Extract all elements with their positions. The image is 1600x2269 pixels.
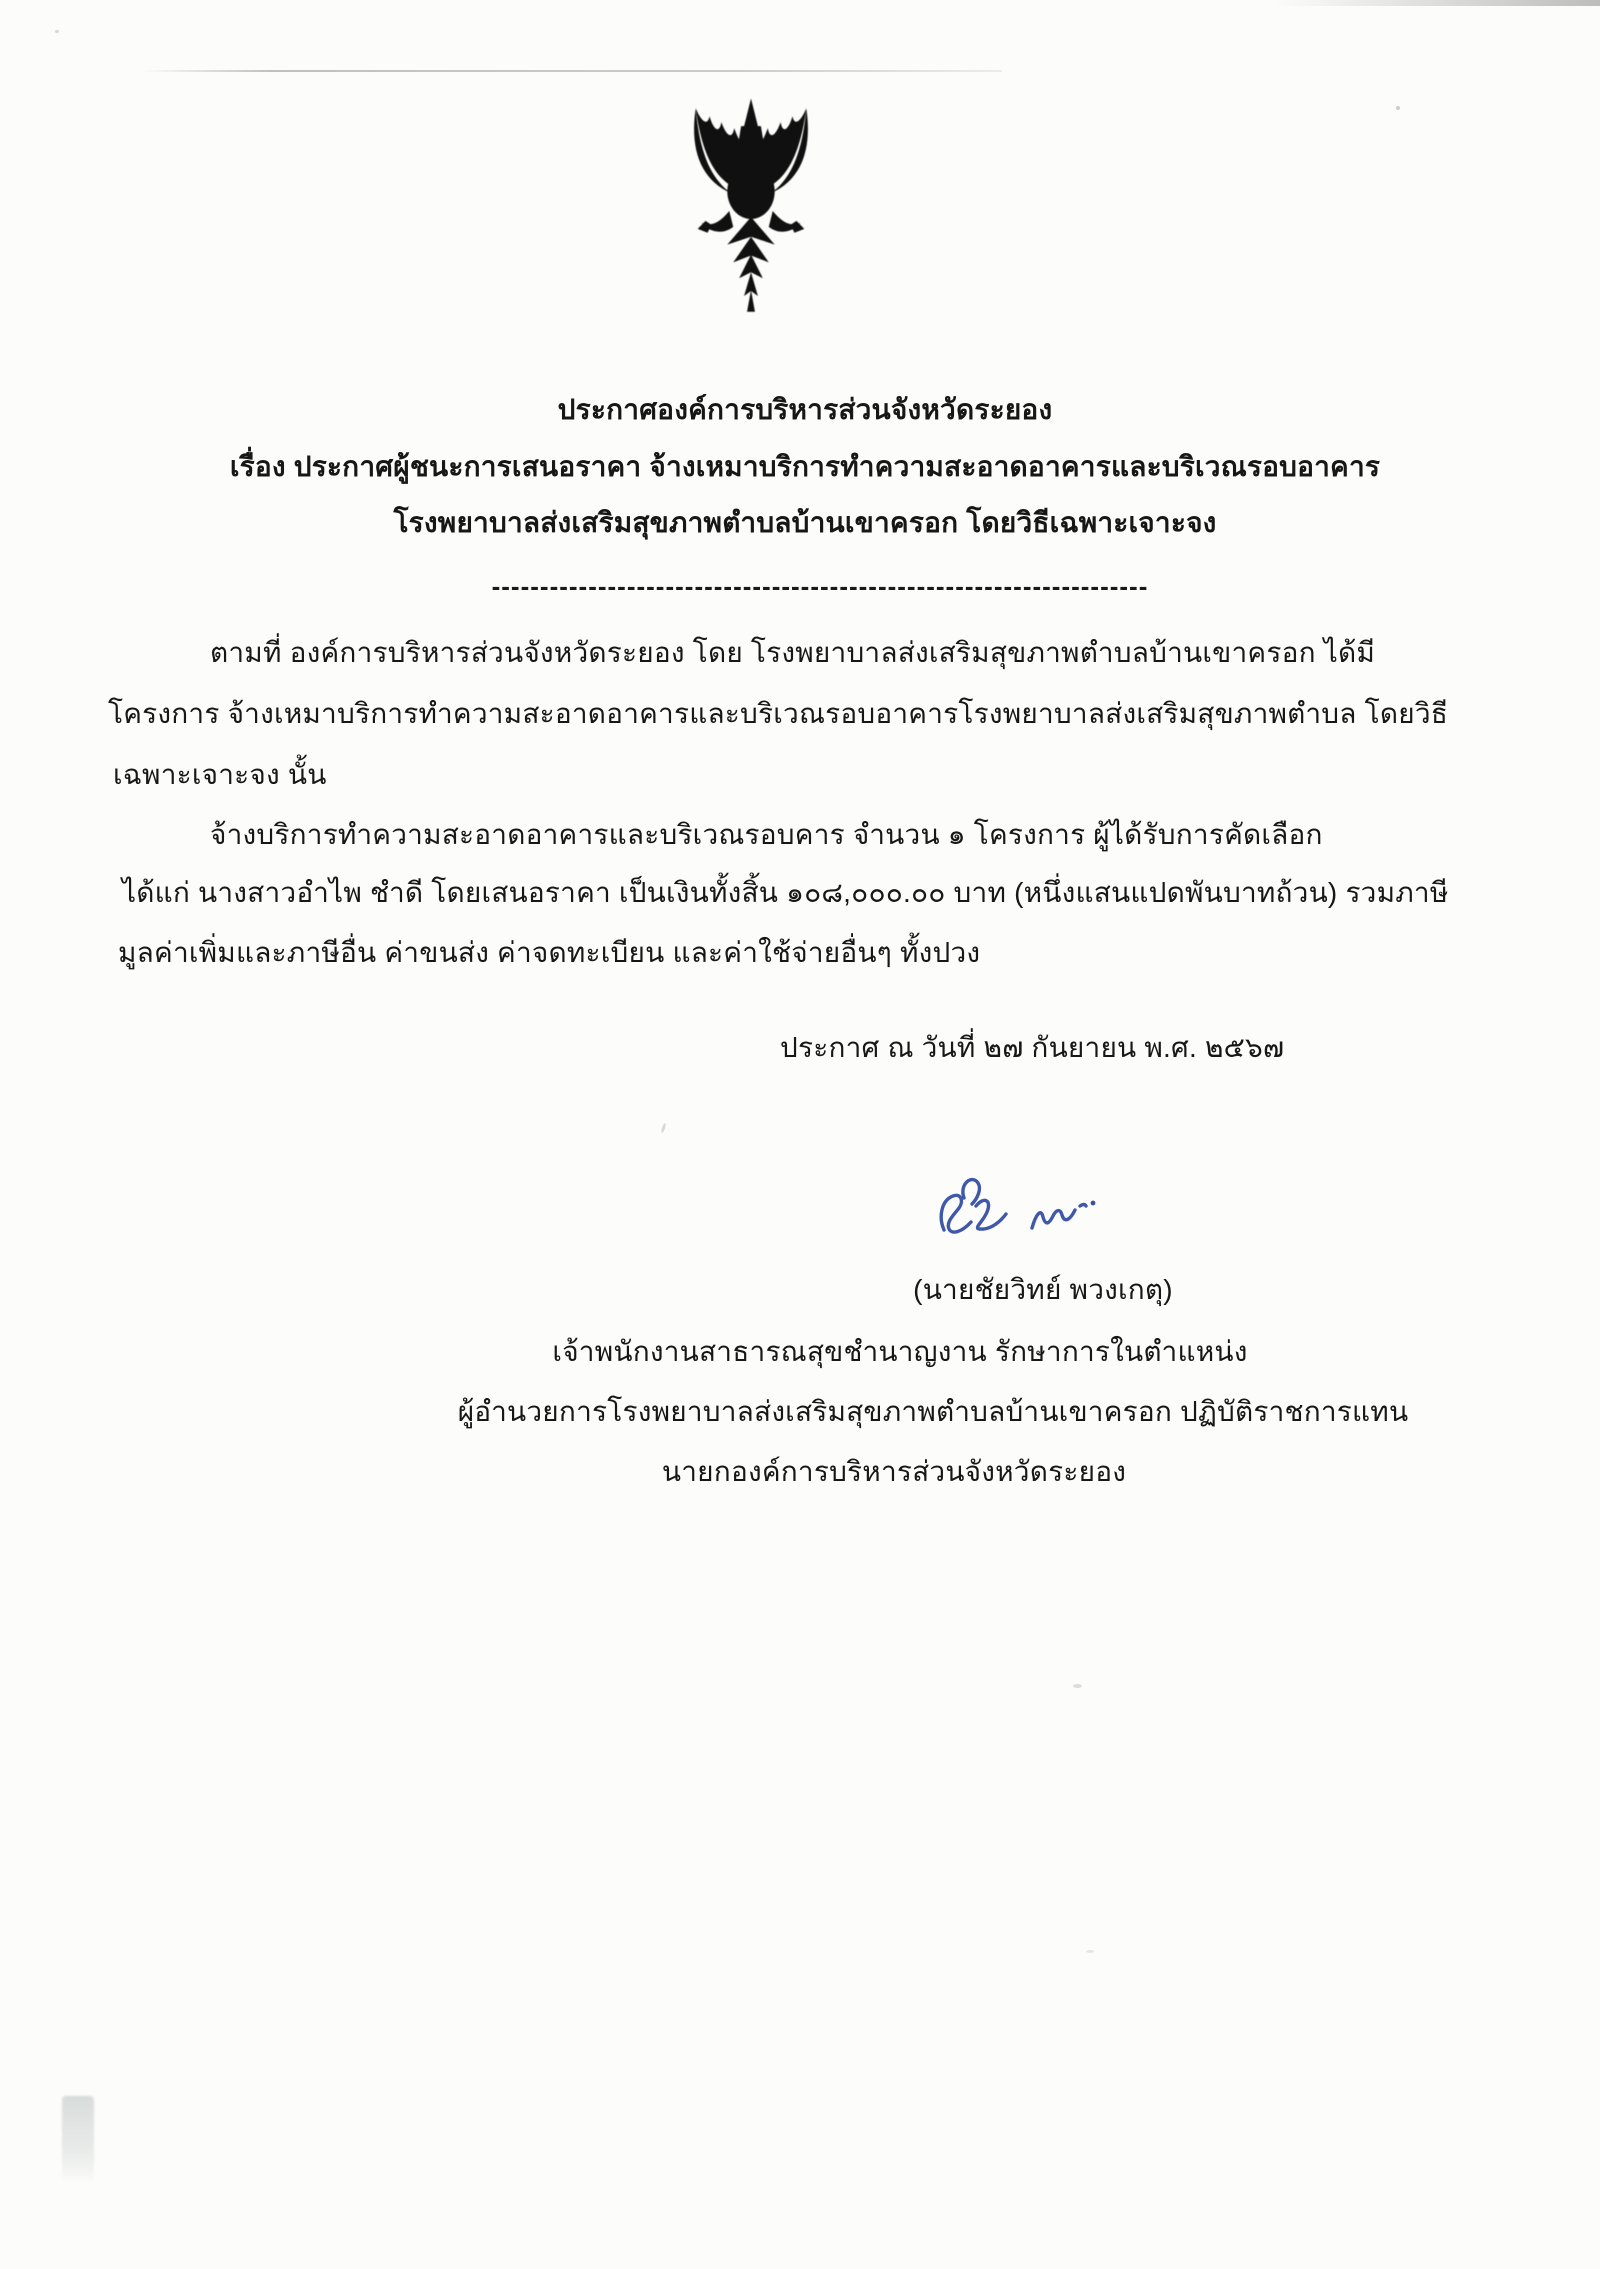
signatory-name: (นายชัยวิทย์ พวงเกตุ) — [913, 1274, 1173, 1305]
signatory-position-2: ผู้อำนวยการโรงพยาบาลส่งเสริมสุขภาพตำบลบ้านเขาครอก ปฏิบัติราชการแทน — [457, 1396, 1409, 1427]
scan-speck — [1086, 1950, 1094, 1953]
scan-artifact-smudge — [62, 2096, 94, 2184]
body-p2-line1: จ้างบริการทำความสะอาดอาคารและบริเวณรอบคาร จำนวน ๑ โครงการ ผู้ได้รับการคัดเลือก — [210, 819, 1323, 850]
document-title: ประกาศองค์การบริหารส่วนจังหวัดระยอง — [557, 394, 1053, 425]
dashed-separator: -------------------------------------------------------------------- — [491, 571, 1149, 601]
body-p1-line1: ตามที่ องค์การบริหารส่วนจังหวัดระยอง โดย โรงพยาบาลส่งเสริมสุขภาพตำบลบ้านเขาครอก ได้มี — [210, 637, 1376, 668]
scan-speck — [1396, 106, 1400, 110]
subject-line-1: เรื่อง ประกาศผู้ชนะการเสนอราคา จ้างเหมาบริการทำความสะอาดอาคารและบริเวณรอบอาคาร — [229, 451, 1381, 482]
garuda-emblem-icon — [672, 95, 830, 335]
signatory-position-1: เจ้าพนักงานสาธารณสุขชำนาญงาน รักษาการในตำแหน่ง — [552, 1336, 1248, 1367]
scan-speck — [1073, 1684, 1082, 1688]
scan-artifact-edge — [1275, 0, 1600, 6]
scan-artifact-line — [142, 70, 1002, 72]
body-p1-line3: เฉพาะเจาะจง นั้น — [113, 759, 327, 790]
body-p1-line2: โครงการ จ้างเหมาบริการทำความสะอาดอาคารและบริเวณรอบอาคารโรงพยาบาลส่งเสริมสุขภาพตำบล โดยวิธี — [108, 698, 1449, 729]
body-p2-line3: มูลค่าเพิ่มและภาษีอื่น ค่าขนส่ง ค่าจดทะเบียน และค่าใช้จ่ายอื่นๆ ทั้งปวง — [118, 937, 981, 968]
signature-handwriting-icon — [928, 1172, 1123, 1262]
scan-speck — [55, 30, 59, 33]
announcement-date-line: ประกาศ ณ วันที่ ๒๗ กันยายน พ.ศ. ๒๕๖๗ — [780, 1032, 1285, 1063]
signatory-position-3: นายกองค์การบริหารส่วนจังหวัดระยอง — [661, 1456, 1127, 1487]
subject-line-2: โรงพยาบาลส่งเสริมสุขภาพตำบลบ้านเขาครอก โดยวิธีเฉพาะเจาะจง — [393, 507, 1217, 538]
scan-speck — [661, 1123, 667, 1133]
body-p2-line2: ได้แก่ นางสาวอำไพ ชำดี โดยเสนอราคา เป็นเงินทั้งสิ้น ๑๐๘,๐๐๐.๐๐ บาท (หนึ่งแสนแปดพันบาทถ้วน) รวมภาษี — [122, 877, 1449, 908]
